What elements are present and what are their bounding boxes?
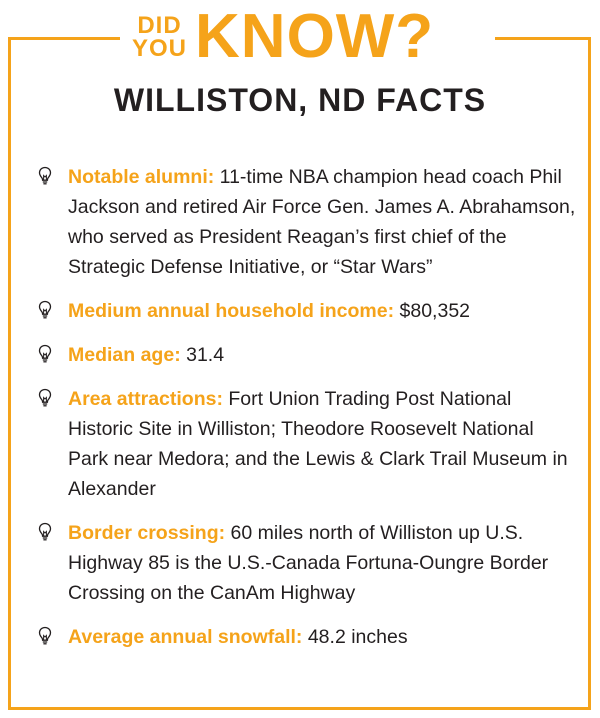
lightbulb-icon xyxy=(38,626,52,646)
fact-text: 11-time NBA champion head coach Phil Jackson and retired Air Force Gen. James A. Abrahamson, who served as President Reagan’s first chief of the Strategic Defense Initiative, or “Star Wars” xyxy=(68,166,576,278)
fact-label: Medium annual household income: xyxy=(68,300,395,322)
fact-item-notable-alumni xyxy=(38,162,578,282)
fact-label: Median age: xyxy=(68,344,181,366)
fact-item-area-attractions xyxy=(38,384,578,504)
fact-item-median-age xyxy=(38,340,578,370)
fact-text: 31.4 xyxy=(180,344,225,366)
lightbulb-icon xyxy=(38,344,52,364)
fact-item-border-crossing xyxy=(38,518,578,608)
lightbulb-icon xyxy=(38,300,52,320)
fact-label: Notable alumni: xyxy=(68,166,215,188)
fact-label: Average annual snowfall: xyxy=(68,626,303,648)
facts-list xyxy=(38,162,578,666)
fact-text: $80,352 xyxy=(394,300,471,322)
fact-item-household-income xyxy=(38,296,578,326)
did-you-know-header xyxy=(132,2,434,72)
fact-text: 48.2 inches xyxy=(302,626,408,648)
page-title: WILLISTON, ND FACTS xyxy=(113,82,487,118)
lightbulb-icon xyxy=(38,388,52,408)
fact-label: Area attractions: xyxy=(68,388,223,410)
fact-item-snowfall xyxy=(38,622,578,652)
lightbulb-icon xyxy=(38,522,52,542)
fact-text: 60 miles north of Williston up U.S. Highway 85 is the U.S.-Canada Fortuna-Oungre Border Crossing on the CanAm Highway xyxy=(68,522,549,604)
you-text: YOU xyxy=(132,35,188,62)
did-text: DID xyxy=(137,12,182,39)
lightbulb-icon xyxy=(38,166,52,186)
fact-text: Fort Union Trading Post National Historic Site in Williston; Theodore Roosevelt National Park near Medora; and the Lewis & Clark Trail Museum in Alexander xyxy=(68,388,568,500)
fact-label: Border crossing: xyxy=(68,522,226,544)
know-text: KNOW? xyxy=(195,2,435,71)
did-you-label xyxy=(132,14,187,60)
